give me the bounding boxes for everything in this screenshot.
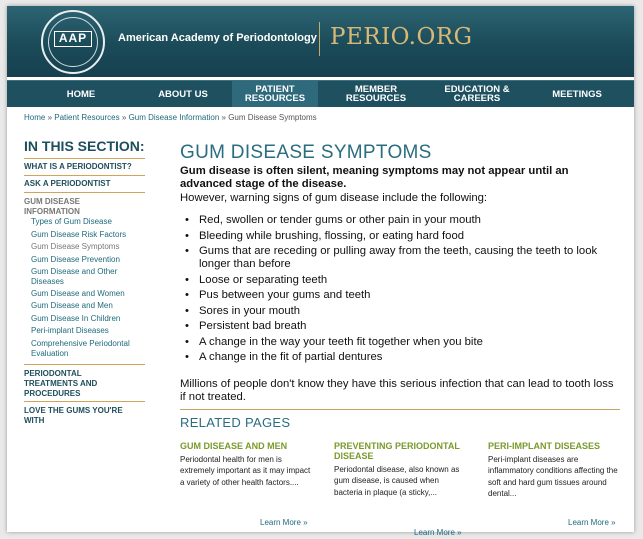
- related-card-body: Periodontal disease, also known as gum disease, is caused when bacteria in plaque (a sticky,...: [334, 465, 460, 497]
- related-card-peri-implant: [488, 441, 623, 499]
- sidebar-divider: [24, 192, 145, 193]
- sidebar-item-children[interactable]: Gum Disease In Children: [31, 313, 121, 323]
- browser-page: [7, 6, 634, 537]
- page-title: GUM DISEASE SYMPTOMS: [180, 142, 432, 163]
- related-pages-heading: RELATED PAGES: [180, 415, 291, 430]
- sidebar-link-what-is-periodontist[interactable]: WHAT IS A PERIODONTIST?: [24, 162, 132, 171]
- sidebar-item-men[interactable]: Gum Disease and Men: [31, 301, 113, 310]
- list-item: • A change in the fit of partial dentures: [180, 351, 620, 364]
- sidebar-divider: [24, 175, 145, 176]
- related-card-preventing: [334, 441, 469, 498]
- list-item: • A change in the way your teeth fit together when you bite: [180, 336, 620, 349]
- related-card-title[interactable]: PREVENTING PERIODONTAL DISEASE: [334, 441, 460, 461]
- aap-logo[interactable]: [41, 10, 105, 74]
- intro-paragraph: However, warning signs of gum disease include the following:: [180, 192, 488, 204]
- list-item: • Bleeding while brushing, flossing, or eating hard food: [180, 230, 620, 243]
- related-card-body: Periodontal health for men is extremely important as it may impact a variety of other health factors....: [180, 455, 311, 487]
- related-card-title[interactable]: GUM DISEASE AND MEN: [180, 441, 288, 451]
- sidebar-link-ask-periodontist[interactable]: ASK A PERIODONTIST: [24, 179, 111, 188]
- learn-more-link[interactable]: Learn More »: [414, 528, 462, 537]
- symptom-list: [180, 214, 620, 367]
- related-card-gum-disease-men: [180, 441, 315, 488]
- sidebar-divider: [24, 364, 145, 365]
- nav-about-us[interactable]: ABOUT US: [158, 88, 208, 100]
- list-item: • Loose or separating teeth: [180, 274, 620, 287]
- brand-wordmark[interactable]: PERIO.ORG: [330, 24, 473, 50]
- sidebar-item-women[interactable]: Gum Disease and Women: [31, 289, 125, 298]
- sidebar-divider: [24, 158, 145, 159]
- list-item: • Red, swollen or tender gums or other pain in your mouth: [180, 214, 620, 227]
- sidebar-link-treatments[interactable]: PERIODONTAL TREATMENTS AND PROCEDURES: [24, 369, 98, 398]
- list-item: • Pus between your gums and teeth: [180, 289, 620, 302]
- breadcrumb-gum-disease-information[interactable]: Gum Disease Information: [128, 113, 220, 122]
- related-card-title[interactable]: PERI-IMPLANT DISEASES: [488, 441, 601, 451]
- nav-education-careers[interactable]: EDUCATION & CAREERS: [444, 84, 510, 104]
- breadcrumb-patient-resources[interactable]: Patient Resources: [54, 113, 120, 122]
- breadcrumb-separator: »: [121, 113, 127, 122]
- sidebar-group-gum-disease-information[interactable]: GUM DISEASE INFORMATION: [24, 197, 81, 216]
- sidebar-item-peri-implant[interactable]: Peri-implant Diseases: [31, 326, 109, 335]
- related-card-body: Peri-implant diseases are inflammatory conditions affecting the soft and hard gum tissues around dental...: [488, 455, 618, 498]
- sidebar-item-other-diseases[interactable]: Gum Disease and Other Diseases: [31, 266, 118, 286]
- nav-member-resources[interactable]: MEMBER RESOURCES: [345, 84, 407, 104]
- site-header: [7, 6, 634, 77]
- breadcrumb-current: Gum Disease Symptoms: [228, 113, 317, 122]
- nav-home[interactable]: HOME: [66, 88, 96, 100]
- learn-more-link[interactable]: Learn More »: [260, 518, 308, 527]
- closing-paragraph: Millions of people don't know they have this serious infection that can lead to tooth loss if not treated.: [180, 378, 614, 403]
- lead-paragraph: Gum disease is often silent, meaning symptoms may not appear until an advanced stage of the disease.: [180, 165, 569, 190]
- section-divider: [180, 409, 620, 410]
- sidebar-item-types[interactable]: Types of Gum Disease: [31, 217, 112, 226]
- sidebar-title: IN THIS SECTION:: [24, 138, 145, 154]
- main-nav: [7, 80, 634, 107]
- sidebar-item-prevention[interactable]: Gum Disease Prevention: [31, 254, 120, 264]
- learn-more-link[interactable]: Learn More »: [568, 518, 616, 527]
- sidebar-item-risk-factors[interactable]: Gum Disease Risk Factors: [31, 229, 127, 239]
- breadcrumb-separator: »: [47, 113, 53, 122]
- sidebar-divider: [24, 401, 145, 402]
- breadcrumb-home[interactable]: Home: [24, 113, 46, 122]
- sidebar-item-periodontal-evaluation[interactable]: Comprehensive Periodontal Evaluation: [31, 338, 130, 358]
- list-item: • Persistent bad breath: [180, 320, 620, 333]
- sidebar-link-love-gums[interactable]: LOVE THE GUMS YOU'RE WITH: [24, 406, 123, 425]
- nav-patient-resources[interactable]: PATIENT RESOURCES: [232, 81, 318, 107]
- breadcrumb-separator: »: [221, 113, 226, 122]
- breadcrumb: [24, 113, 317, 122]
- nav-meetings[interactable]: MEETINGS: [552, 88, 602, 100]
- sidebar-item-symptoms[interactable]: Gum Disease Symptoms: [31, 242, 120, 251]
- header-divider: [319, 22, 320, 56]
- org-name: American Academy of Periodontology: [118, 32, 317, 44]
- list-item: • Sores in your mouth: [180, 305, 620, 318]
- logo-text: AAP: [54, 31, 92, 47]
- list-item: • Gums that are receding or pulling away from the teeth, causing the teeth to look longer than before: [180, 245, 620, 271]
